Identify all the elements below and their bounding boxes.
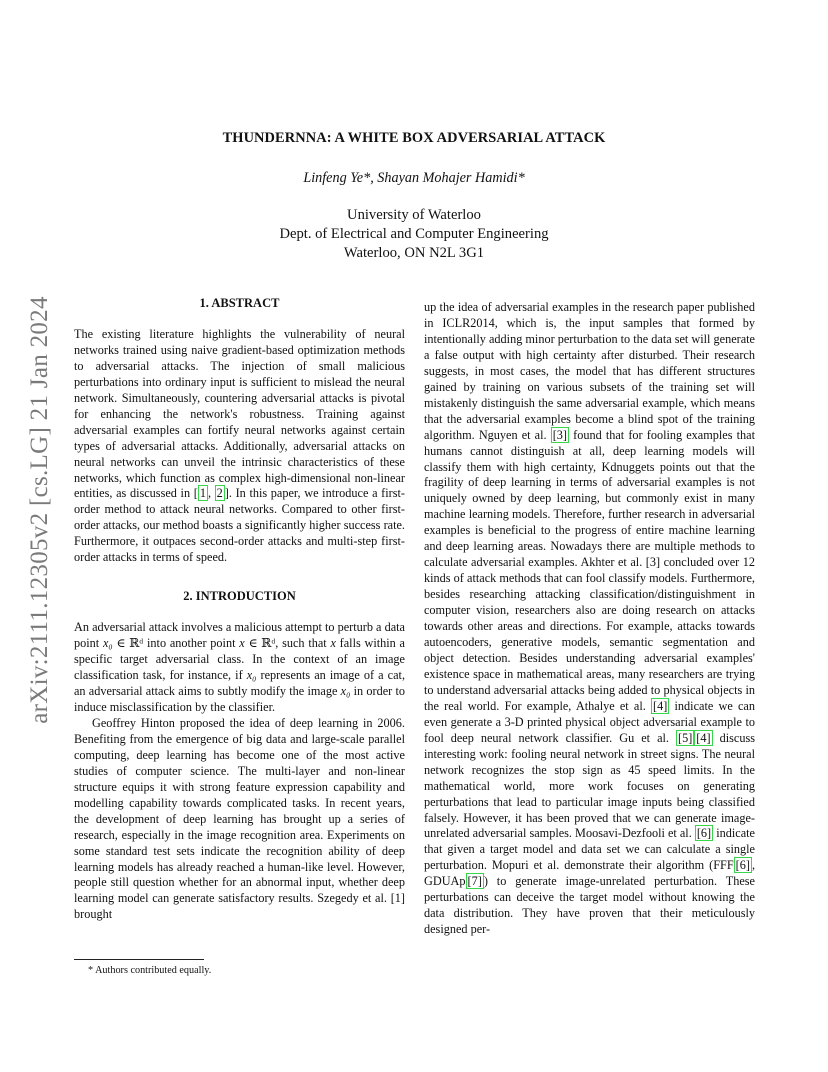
- citation-link-6[interactable]: [6]: [696, 826, 712, 841]
- citation-link-3[interactable]: [3]: [552, 427, 568, 442]
- citation-link-4b[interactable]: [4]: [696, 730, 711, 745]
- body-text: discuss interesting work: fooling neural network in street signs. The neural network recognizes the stop sign as 45 speed limits. In the mathematical world, more work focuses on generating perturbations that lead to particular image inputs being classified falsely. However, it has been proved that we can generate image-unrelated adversarial samples. Moosavi-Dezfooli et al.: [424, 730, 755, 841]
- citation-link-5[interactable]: [5]: [677, 730, 693, 745]
- math-in: ∈: [112, 636, 130, 651]
- abstract-heading: 1. ABSTRACT: [199, 296, 280, 310]
- citation-link-2[interactable]: 2: [216, 486, 223, 501]
- right-column-paragraph: [424, 300, 755, 938]
- body-text: ) to generate image-unrelated perturbation. These perturbations can deceive the target model without knowing the data distribution. They have proven that their meticulously designed per-: [424, 874, 755, 937]
- math-x0: x₀: [340, 684, 351, 699]
- math-x: x: [330, 636, 336, 651]
- paper-title: THUNDERNNA: A WHITE BOX ADVERSARIAL ATTACK: [222, 130, 606, 146]
- math-x0: x₀: [246, 668, 257, 683]
- intro-paragraph-2: Geoffrey Hinton proposed the idea of deep learning in 2006. Benefiting from the emergence of big data and large-scale parallel computing, deep learning has become one of the most active studies of computer science. The multi-layer and non-linear structure equips it with strong feature expression capability and modelling capability towards complicated tasks. In recent years, the development of deep learning has brought up a series of research, especially in the image recognition area. Experiments on some standard test sets indicate the recognition ability of deep learning models has already reached a human-like level. However, people still question whether for an abnormal input, whether deep learning model can generate satisfactory results. Szegedy et al. [1] brought: [74, 715, 405, 922]
- math-x: x: [239, 636, 245, 651]
- intro-text: into another point: [143, 636, 240, 651]
- math-x0: x₀: [102, 636, 113, 651]
- body-text: , GDUAp: [424, 858, 755, 889]
- math-Rd: ℝᵈ: [261, 636, 276, 651]
- citation-link-7[interactable]: [7]: [467, 874, 482, 889]
- citation-link-1[interactable]: 1: [199, 486, 206, 501]
- citation-link-4[interactable]: [4]: [653, 698, 668, 713]
- paper-authors: Linfeng Ye*, Shayan Mohajer Hamidi*: [303, 170, 525, 186]
- math-in: ∈: [244, 636, 262, 651]
- right-column: [424, 300, 755, 938]
- arxiv-identifier-text: arXiv:2111.12305v2 [cs.LG] 21 Jan 2024: [26, 296, 54, 724]
- affiliation-address: Waterloo, ON N2L 3G1: [343, 245, 485, 261]
- footnote-divider: [74, 959, 204, 960]
- intro-text: represents an image of a cat, an adversarial attack aims to subtly modify the image: [74, 668, 406, 699]
- introduction-heading: 2. INTRODUCTION: [183, 589, 296, 604]
- affiliation: [0, 206, 828, 263]
- left-column: [74, 296, 405, 923]
- body-text: indicate we can even generate a 3-D printed physical object adversarial example to fool deep neural network classifier. Gu et al.: [424, 698, 755, 745]
- intro-text: in order to induce misclassification by the classifier.: [74, 684, 406, 714]
- citation-link-6b[interactable]: [6]: [735, 858, 750, 873]
- body-text: found that for fooling examples that humans cannot distinguish at all, deep learning models will classify them with high certainty, Kdnuggets points out that the fragility of deep learning in terms of adversarial examples is not uniquely owned by deep learning, but commonly exist in many machine learning models. Therefore, further research in adversarial examples is beneficial to the progress of entire machine learning and deep learning areas. Nowadays there are multiple methods to calculate adversarial examples. Akhter et al. [3] concluded over 12 kinds of attack methods that can fool classify models. Furthermore, besides researching attacking classification/distinguishment in computer vision, researchers also are doing research on attacks towards other areas and directions. For example, attacks towards autoencoders, generative models, semantic segmentation and object detection. Besides understanding adversarial examples' existence space in mathematical areas, many researchers are trying to understand adversarial attacks being added to physical objects in the real world. For example, Athalye et al.: [424, 427, 755, 713]
- abstract-text-a: The existing literature highlights the vulnerability of neural networks trained using naive gradient-based optimization methods to adversarial attacks. The injection of small malicious perturbations into ordinary input is sufficient to mislead the neural network. Simultaneously, countering adversarial attacks is pivotal for enhancing the network's robustness. Training against adversarial examples can fortify neural networks against certain types of adversarial attacks. Additionally, adversarial attacks on neural networks can unveil the intrinsic characteristics of these networks, which function as complex high-dimensional non-linear entities, as discussed in [: [74, 326, 405, 501]
- citation-separator: ,: [207, 486, 215, 501]
- footnote: * Authors contributed equally.: [88, 965, 212, 976]
- intro-text: An adversarial attack involves a malicious attempt to perturb a data point: [74, 620, 405, 651]
- intro-text: , such that: [275, 636, 331, 651]
- abstract-paragraph: [74, 327, 405, 566]
- intro-text: falls within a specific target adversarial class. In the context of an image classification task, for instance, if: [74, 636, 405, 683]
- abstract-text-b: ]. In this paper, we introduce a first-order method to attack neural networks. Compared to other first-order attacks, our method boasts a significantly higher success rate. Furthermore, it outpaces second-order attacks and multi-step first-order attacks in terms of speed.: [74, 486, 405, 565]
- intro-paragraph-1: [74, 620, 405, 716]
- affiliation-department: Dept. of Electrical and Computer Engineering: [279, 226, 549, 242]
- math-Rd: ℝᵈ: [129, 636, 144, 651]
- affiliation-university: University of Waterloo: [347, 207, 481, 223]
- body-text: up the idea of adversarial examples in the research paper published in ICLR2014, which is, the input samples that formed by intentionally adding minor perturbation to the data set will generate a false output with high certainty after disturbed. Their research suggests, in most cases, the model that has different structures gained by training on various subsets of the training set will mistakenly distinguish the same adversarial example, which means that the adversarial examples become a blind spot of the training algorithm. Nguyen et al.: [424, 300, 755, 442]
- body-text: indicate that given a target model and data set we can calculate a single perturbation. Mopuri et al. demonstrate their algorithm (FFF: [424, 826, 755, 873]
- arxiv-identifier: [20, 290, 60, 730]
